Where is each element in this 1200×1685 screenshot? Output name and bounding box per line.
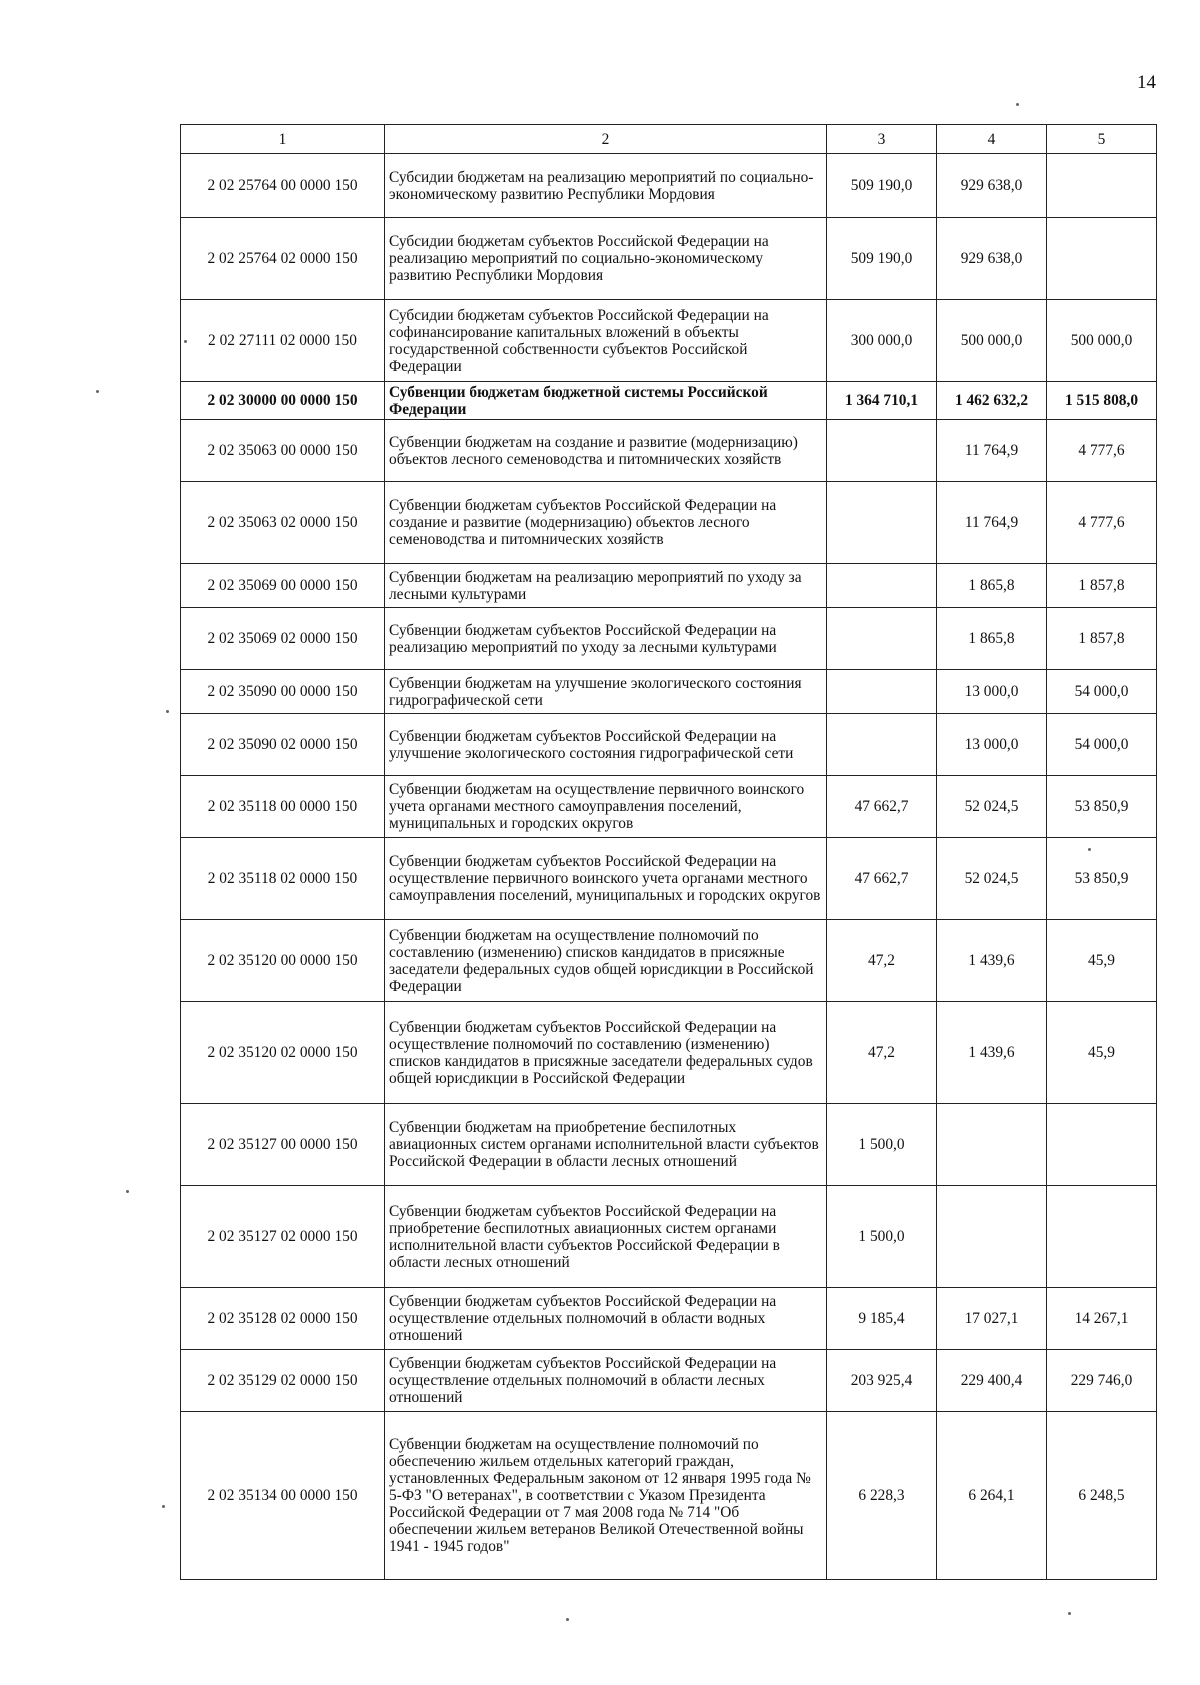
row-value-col5: 4 777,6 — [1047, 420, 1157, 482]
row-value-col5 — [1047, 154, 1157, 218]
row-value-col4: 1 439,6 — [937, 1002, 1047, 1104]
row-description: Субвенции бюджетам субъектов Российской Федерации на улучшение экологического состояния гидрографической сети — [385, 714, 827, 776]
table-row — [181, 1186, 1157, 1288]
row-code: 2 02 35063 02 0000 150 — [181, 482, 385, 564]
row-code: 2 02 35090 00 0000 150 — [181, 670, 385, 714]
row-code: 2 02 25764 00 0000 150 — [181, 154, 385, 218]
row-description: Субвенции бюджетам бюджетной системы Российской Федерации — [385, 382, 827, 420]
row-description: Субвенции бюджетам субъектов Российской Федерации на осуществление отдельных полномочий в области лесных отношений — [385, 1350, 827, 1412]
row-code: 2 02 35069 02 0000 150 — [181, 608, 385, 670]
row-value-col3: 1 500,0 — [827, 1186, 937, 1288]
row-description: Субвенции бюджетам субъектов Российской Федерации на осуществление отдельных полномочий в области водных отношений — [385, 1288, 827, 1350]
row-value-col5: 45,9 — [1047, 1002, 1157, 1104]
row-value-col3: 6 228,3 — [827, 1412, 937, 1580]
row-value-col5: 54 000,0 — [1047, 670, 1157, 714]
row-value-col5: 14 267,1 — [1047, 1288, 1157, 1350]
table-row — [181, 608, 1157, 670]
scan-speck — [1068, 1612, 1071, 1615]
row-value-col3 — [827, 482, 937, 564]
table-row — [181, 564, 1157, 608]
row-value-col4: 17 027,1 — [937, 1288, 1047, 1350]
row-description: Субвенции бюджетам субъектов Российской Федерации на осуществление первичного воинского учета органами местного самоуправления поселений, муниципальных и городских округов — [385, 838, 827, 920]
row-value-col3: 509 190,0 — [827, 218, 937, 300]
row-value-col5: 53 850,9 — [1047, 838, 1157, 920]
row-description: Субсидии бюджетам субъектов Российской Федерации на софинансирование капитальных вложений в объекты государственной собственности субъектов Российской Федерации — [385, 300, 827, 382]
row-value-col3: 9 185,4 — [827, 1288, 937, 1350]
row-value-col3 — [827, 714, 937, 776]
table-row — [181, 218, 1157, 300]
row-value-col3: 47 662,7 — [827, 776, 937, 838]
row-value-col4: 229 400,4 — [937, 1350, 1047, 1412]
row-value-col3: 47,2 — [827, 1002, 937, 1104]
row-value-col3 — [827, 608, 937, 670]
table-row — [181, 838, 1157, 920]
table-row — [181, 1288, 1157, 1350]
row-value-col4 — [937, 1186, 1047, 1288]
row-value-col4: 11 764,9 — [937, 420, 1047, 482]
row-code: 2 02 35120 00 0000 150 — [181, 920, 385, 1002]
row-value-col3: 1 500,0 — [827, 1104, 937, 1186]
column-header-5: 5 — [1047, 125, 1157, 154]
row-value-col3: 47 662,7 — [827, 838, 937, 920]
row-value-col4: 6 264,1 — [937, 1412, 1047, 1580]
row-description: Субвенции бюджетам на осуществление первичного воинского учета органами местного самоуправления поселений, муниципальных и городских округов — [385, 776, 827, 838]
row-code: 2 02 35063 00 0000 150 — [181, 420, 385, 482]
row-value-col5: 54 000,0 — [1047, 714, 1157, 776]
row-value-col3: 1 364 710,1 — [827, 382, 937, 420]
row-value-col4: 1 865,8 — [937, 608, 1047, 670]
scan-speck — [1016, 103, 1019, 106]
row-value-col3: 300 000,0 — [827, 300, 937, 382]
row-code: 2 02 35128 02 0000 150 — [181, 1288, 385, 1350]
scan-speck — [566, 1618, 569, 1621]
row-code: 2 02 35127 02 0000 150 — [181, 1186, 385, 1288]
row-code: 2 02 35118 00 0000 150 — [181, 776, 385, 838]
table-row — [181, 1412, 1157, 1580]
row-description: Субвенции бюджетам на приобретение беспилотных авиационных систем органами исполнительной власти субъектов Российской Федерации в области лесных отношений — [385, 1104, 827, 1186]
row-value-col5: 45,9 — [1047, 920, 1157, 1002]
table-header-row — [181, 125, 1157, 154]
row-description: Субвенции бюджетам субъектов Российской Федерации на реализацию мероприятий по уходу за лесными культурами — [385, 608, 827, 670]
row-value-col4: 13 000,0 — [937, 670, 1047, 714]
row-value-col4: 1 462 632,2 — [937, 382, 1047, 420]
row-code: 2 02 27111 02 0000 150 — [181, 300, 385, 382]
table-row — [181, 1350, 1157, 1412]
row-value-col4: 52 024,5 — [937, 838, 1047, 920]
scan-speck — [126, 1190, 129, 1193]
table-row — [181, 1002, 1157, 1104]
table-row — [181, 300, 1157, 382]
row-description: Субвенции бюджетам на улучшение экологического состояния гидрографической сети — [385, 670, 827, 714]
row-code: 2 02 30000 00 0000 150 — [181, 382, 385, 420]
row-value-col5: 4 777,6 — [1047, 482, 1157, 564]
row-description: Субвенции бюджетам на реализацию мероприятий по уходу за лесными культурами — [385, 564, 827, 608]
row-description: Субсидии бюджетам субъектов Российской Федерации на реализацию мероприятий по социально-экономическому развитию Республики Мордовия — [385, 218, 827, 300]
row-code: 2 02 35069 00 0000 150 — [181, 564, 385, 608]
row-description: Субвенции бюджетам на осуществление полномочий по составлению (изменению) списков кандидатов в присяжные заседатели федеральных судов общей юрисдикции в Российской Федерации — [385, 920, 827, 1002]
scan-speck — [96, 390, 99, 393]
table-row — [181, 482, 1157, 564]
scan-speck — [166, 710, 169, 713]
row-value-col5: 1 857,8 — [1047, 564, 1157, 608]
table-row — [181, 382, 1157, 420]
row-value-col3 — [827, 670, 937, 714]
row-description: Субвенции бюджетам на осуществление полномочий по обеспечению жильем отдельных категорий граждан, установленных Федеральным законом от 12 января 1995 года № 5-ФЗ "О ветеранах", в соответствии с Указом Президента Российской Федерации от 7 мая 2008 года № 714 "Об обеспечении жильем ветеранов Великой Отечественной войны 1941 - 1945 годов" — [385, 1412, 827, 1580]
row-value-col5 — [1047, 218, 1157, 300]
row-code: 2 02 35127 00 0000 150 — [181, 1104, 385, 1186]
row-value-col5: 53 850,9 — [1047, 776, 1157, 838]
scan-speck — [162, 1505, 165, 1508]
row-value-col5: 229 746,0 — [1047, 1350, 1157, 1412]
row-code: 2 02 35118 02 0000 150 — [181, 838, 385, 920]
table-row — [181, 670, 1157, 714]
row-code: 2 02 25764 02 0000 150 — [181, 218, 385, 300]
row-code: 2 02 35134 00 0000 150 — [181, 1412, 385, 1580]
column-header-1: 1 — [181, 125, 385, 154]
row-code: 2 02 35129 02 0000 150 — [181, 1350, 385, 1412]
scan-speck — [184, 340, 187, 343]
table-row — [181, 1104, 1157, 1186]
row-value-col5 — [1047, 1186, 1157, 1288]
row-description: Субвенции бюджетам субъектов Российской Федерации на осуществление полномочий по составлению (изменению) списков кандидатов в присяжные заседатели федеральных судов общей юрисдикции в Российской Федерации — [385, 1002, 827, 1104]
scan-speck — [1088, 848, 1091, 851]
row-value-col3 — [827, 420, 937, 482]
row-value-col3 — [827, 564, 937, 608]
row-value-col4: 929 638,0 — [937, 154, 1047, 218]
row-description: Субвенции бюджетам субъектов Российской Федерации на создание и развитие (модернизацию) объектов лесного семеноводства и питомнических хозяйств — [385, 482, 827, 564]
row-value-col3: 203 925,4 — [827, 1350, 937, 1412]
row-value-col4: 929 638,0 — [937, 218, 1047, 300]
row-value-col3: 509 190,0 — [827, 154, 937, 218]
table-body — [181, 154, 1157, 1580]
row-description: Субсидии бюджетам на реализацию мероприятий по социально-экономическому развитию Республики Мордовия — [385, 154, 827, 218]
row-description: Субвенции бюджетам субъектов Российской Федерации на приобретение беспилотных авиационных систем органами исполнительной власти субъектов Российской Федерации в области лесных отношений — [385, 1186, 827, 1288]
table-row — [181, 714, 1157, 776]
table-row — [181, 920, 1157, 1002]
row-value-col5: 500 000,0 — [1047, 300, 1157, 382]
row-value-col4: 11 764,9 — [937, 482, 1047, 564]
row-value-col4: 1 439,6 — [937, 920, 1047, 1002]
row-value-col3: 47,2 — [827, 920, 937, 1002]
row-value-col4 — [937, 1104, 1047, 1186]
row-value-col4: 1 865,8 — [937, 564, 1047, 608]
column-header-4: 4 — [937, 125, 1047, 154]
row-value-col4: 52 024,5 — [937, 776, 1047, 838]
budget-revenue-table — [180, 124, 1157, 1580]
table-row — [181, 154, 1157, 218]
column-header-3: 3 — [827, 125, 937, 154]
row-value-col4: 500 000,0 — [937, 300, 1047, 382]
row-code: 2 02 35120 02 0000 150 — [181, 1002, 385, 1104]
table-row — [181, 776, 1157, 838]
row-value-col5: 1 857,8 — [1047, 608, 1157, 670]
row-value-col5: 1 515 808,0 — [1047, 382, 1157, 420]
column-header-2: 2 — [385, 125, 827, 154]
row-value-col5: 6 248,5 — [1047, 1412, 1157, 1580]
page-number: 14 — [1137, 72, 1156, 93]
table-row — [181, 420, 1157, 482]
row-value-col4: 13 000,0 — [937, 714, 1047, 776]
row-description: Субвенции бюджетам на создание и развитие (модернизацию) объектов лесного семеноводства и питомнических хозяйств — [385, 420, 827, 482]
row-value-col5 — [1047, 1104, 1157, 1186]
row-code: 2 02 35090 02 0000 150 — [181, 714, 385, 776]
